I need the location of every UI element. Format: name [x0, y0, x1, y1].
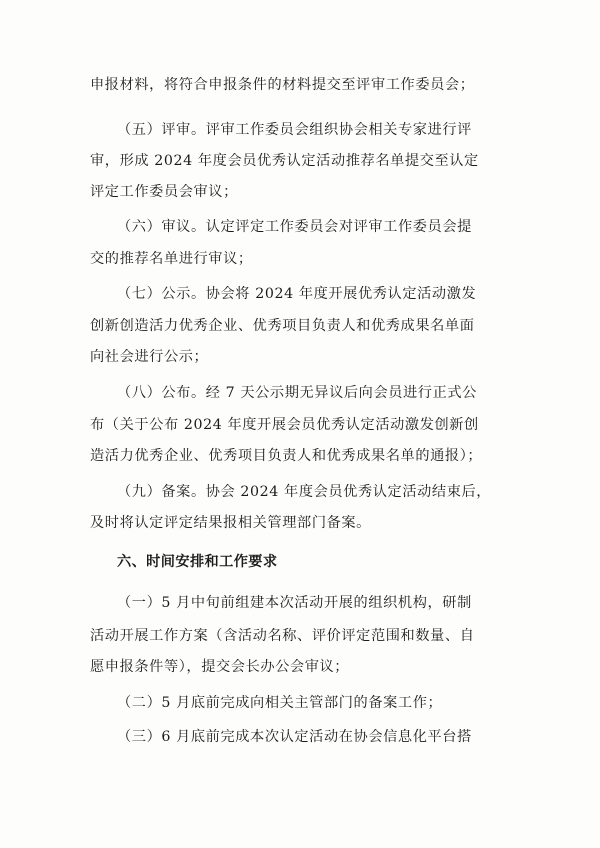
- paragraph-line: 愿申报条件等），提交会长办公会审议；: [90, 659, 350, 675]
- paragraph-line: 活动开展工作方案（含活动名称、评价评定范围和数量、自: [90, 628, 475, 644]
- paragraph-line: 布（关于公布 2024 年度开展会员优秀认定活动激发创新创: [90, 417, 479, 433]
- paragraph-line: 评定工作委员会审议；: [90, 184, 238, 200]
- paragraph-line: 申报材料，将符合申报条件的材料提交至评审工作委员会；: [90, 77, 475, 93]
- paragraph-line: 交的推荐名单进行审议；: [90, 251, 253, 267]
- paragraph-line: （六）审议。认定评定工作委员会对评审工作委员会提: [117, 219, 472, 235]
- paragraph-line: （二）5 月底前完成向相关主管部门的备案工作；: [117, 695, 443, 711]
- section-heading: 六、时间安排和工作要求: [117, 554, 278, 570]
- paragraph-line: 及时将认定评定结果报相关管理部门备案。: [90, 515, 371, 531]
- paragraph-line: （八）公布。经 7 天公示期无异议后向会员进行正式公: [117, 385, 477, 401]
- paragraph-line: 审，形成 2024 年度会员优秀认定活动推荐名单提交至认定: [90, 153, 479, 169]
- paragraph-line: 向社会进行公示；: [90, 349, 209, 365]
- paragraph-line: （九）备案。协会 2024 年度会员优秀认定活动结束后，: [117, 484, 492, 500]
- paragraph-line: （三）6 月底前完成本次认定活动在协会信息化平台搭: [117, 729, 472, 745]
- paragraph-line: （一）5 月中旬前组建本次活动开展的组织机构，研制: [117, 595, 472, 611]
- paragraph-line: （七）公示。协会将 2024 年度开展优秀认定活动激发: [117, 286, 477, 302]
- paragraph-line: 造活力优秀企业、优秀项目负责人和优秀成果名单的通报）；: [90, 448, 483, 464]
- paragraph-line: （五）评审。评审工作委员会组织协会相关专家进行评: [117, 122, 472, 138]
- paragraph-line: 创新创造活力优秀企业、优秀项目负责人和优秀成果名单面: [90, 318, 475, 334]
